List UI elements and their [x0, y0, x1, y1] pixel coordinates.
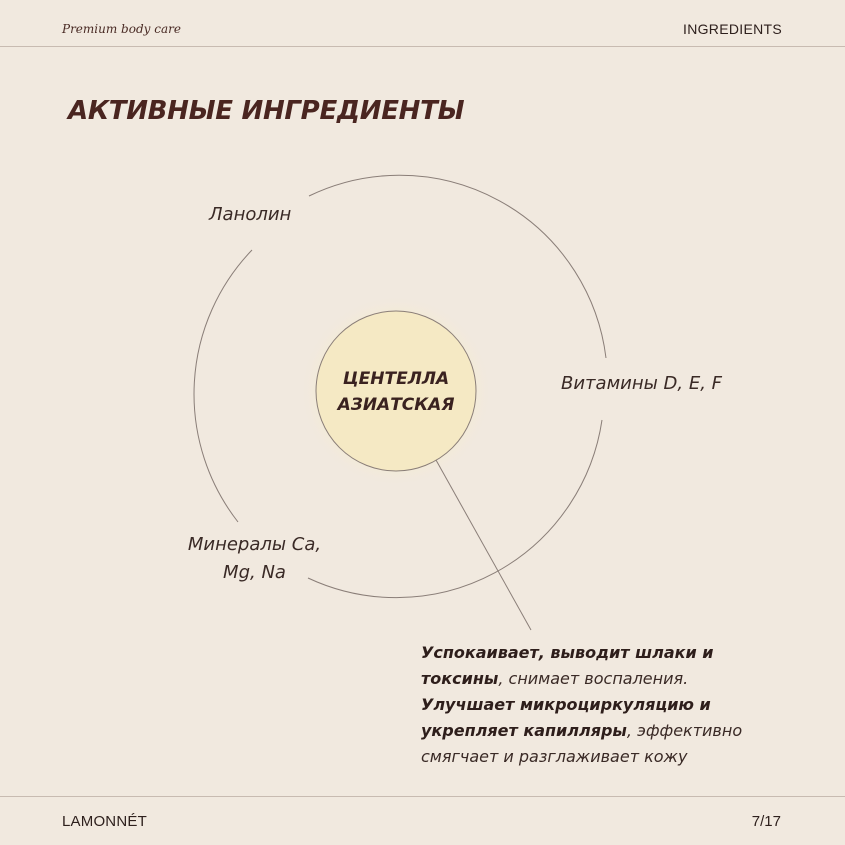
label-minerals-line-2: Mg, Na — [223, 562, 286, 583]
brand-tagline: Premium body care — [62, 22, 181, 36]
desc-text-2: , эффективно смягчает и разглаживает кожу — [421, 721, 743, 766]
label-lanolin: Ланолин — [209, 204, 292, 225]
desc-bold-1: Успокаивает, выводит шлаки и токсины — [421, 643, 714, 688]
center-line-2: АЗИАТСКАЯ — [337, 395, 455, 415]
label-minerals-line-1: Минералы Ca, — [187, 534, 322, 555]
outer-ring-arc-left — [194, 250, 252, 522]
footer-brand: LAMONNÉT — [62, 813, 147, 830]
footer-divider — [0, 796, 845, 797]
ingredient-description — [421, 640, 781, 770]
desc-text-1: , снимает воспаления. — [498, 669, 689, 688]
label-minerals — [182, 531, 327, 587]
desc-bold-2: Улучшает микроциркуляцию и укрепляет капилляры — [421, 695, 711, 740]
connector-line — [436, 460, 531, 630]
center-line-1: ЦЕНТЕЛЛА — [342, 369, 450, 389]
center-ingredient — [316, 366, 476, 418]
label-vitamins: Витамины D, E, F — [561, 373, 723, 394]
page-number: 7/17 — [751, 813, 781, 830]
section-label: INGREDIENTS — [683, 21, 782, 37]
page-title: АКТИВНЫЕ ИНГРЕДИЕНТЫ — [68, 96, 465, 126]
